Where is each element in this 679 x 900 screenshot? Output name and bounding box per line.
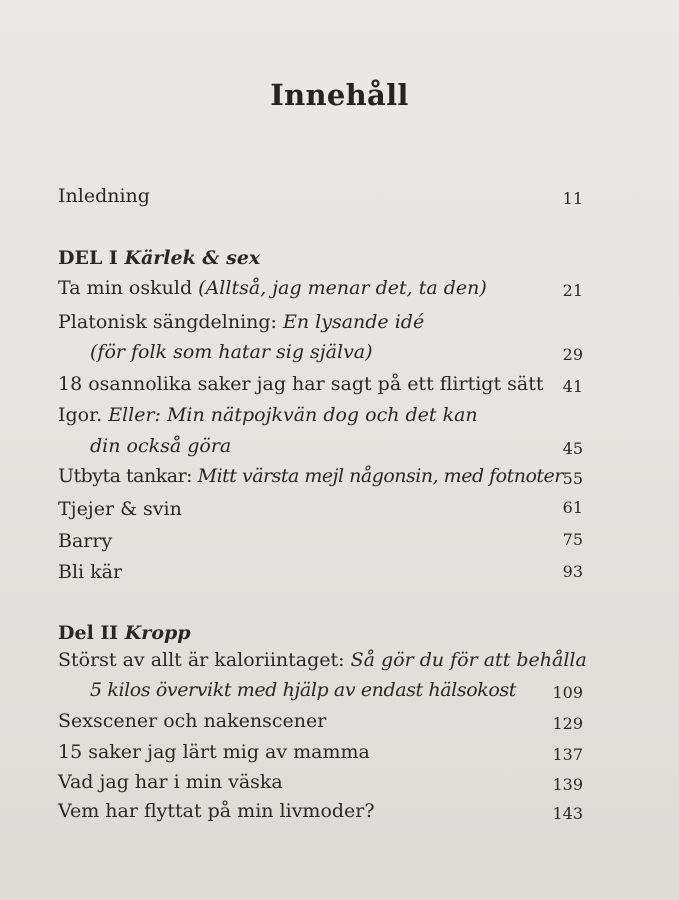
page-number: 93 bbox=[562, 562, 583, 581]
page-number: 129 bbox=[552, 714, 583, 733]
section-heading-del-i bbox=[58, 247, 260, 269]
entry-text: Sexscener och nakenscener bbox=[58, 710, 327, 732]
entry-text: Utbyta tankar: bbox=[58, 465, 198, 487]
entry-text: Inledning bbox=[58, 185, 150, 207]
entry-text: Vad jag har i min väska bbox=[58, 771, 283, 793]
entry-text: 15 saker jag lärt mig av mamma bbox=[58, 741, 370, 763]
section-title: Kärlek & sex bbox=[124, 247, 261, 269]
section-heading-del-ii bbox=[58, 622, 191, 644]
entry-italic: Eller: Min nätpojkvän dog och det kan bbox=[108, 404, 478, 426]
entry-text: Tjejer & svin bbox=[58, 498, 182, 520]
entry-italic: 5 kilos övervikt med hjälp av endast hälsokost bbox=[90, 679, 516, 701]
entry-text: Barry bbox=[58, 530, 113, 552]
page-number: 143 bbox=[552, 804, 583, 823]
toc-entry bbox=[58, 800, 375, 822]
page-number: 41 bbox=[562, 377, 583, 396]
entry-italic: (för folk som hatar sig själva) bbox=[90, 341, 373, 363]
toc-entry bbox=[58, 710, 326, 732]
toc-entry-continuation bbox=[90, 679, 516, 701]
toc-entry bbox=[58, 649, 587, 671]
entry-italic: Mitt värsta mejl någonsin, med fotnoter bbox=[197, 465, 563, 487]
page-number: 21 bbox=[562, 281, 583, 300]
toc-entry bbox=[58, 311, 424, 333]
entry-italic: din också göra bbox=[90, 435, 232, 457]
section-prefix: DEL I bbox=[58, 247, 125, 269]
toc-entry bbox=[58, 741, 370, 763]
toc-entry bbox=[58, 561, 122, 583]
entry-text: Igor. bbox=[58, 404, 109, 426]
toc-entry bbox=[58, 465, 563, 487]
section-prefix: Del II bbox=[58, 622, 125, 644]
entry-text: Ta min oskuld bbox=[58, 277, 199, 299]
entry-text: Störst av allt är kaloriintaget: bbox=[58, 649, 351, 671]
page-number: 75 bbox=[562, 530, 583, 549]
toc-entry bbox=[58, 530, 112, 552]
page-number: 11 bbox=[562, 189, 583, 208]
entry-text: Vem har flyttat på min livmoder? bbox=[58, 800, 375, 822]
entry-text: Platonisk sängdelning: bbox=[58, 311, 283, 333]
page-number: 45 bbox=[562, 439, 583, 458]
entry-italic: Så gör du för att behålla bbox=[350, 649, 587, 671]
toc-entry bbox=[58, 498, 182, 520]
page-number: 61 bbox=[562, 498, 583, 517]
page-number: 139 bbox=[552, 775, 583, 794]
entry-text: Bli kär bbox=[58, 561, 123, 583]
page-title: Innehåll bbox=[270, 78, 409, 112]
toc-entry bbox=[58, 277, 487, 299]
page-number: 29 bbox=[562, 345, 583, 364]
section-title: Kropp bbox=[124, 622, 191, 644]
page-number: 55 bbox=[562, 469, 583, 488]
toc-entry bbox=[58, 771, 283, 793]
toc-entry bbox=[58, 373, 543, 395]
toc-entry bbox=[58, 404, 478, 426]
toc-entry-continuation bbox=[90, 341, 373, 363]
page-number: 137 bbox=[552, 745, 583, 764]
page-number: 109 bbox=[552, 683, 583, 702]
toc-entry-continuation bbox=[90, 435, 231, 457]
entry-italic: (Alltså, jag menar det, ta den) bbox=[198, 277, 487, 299]
entry-text: 18 osannolika saker jag har sagt på ett flirtigt sätt bbox=[58, 373, 544, 395]
entry-italic: En lysande idé bbox=[283, 311, 425, 333]
toc-entry-inledning bbox=[58, 185, 150, 207]
